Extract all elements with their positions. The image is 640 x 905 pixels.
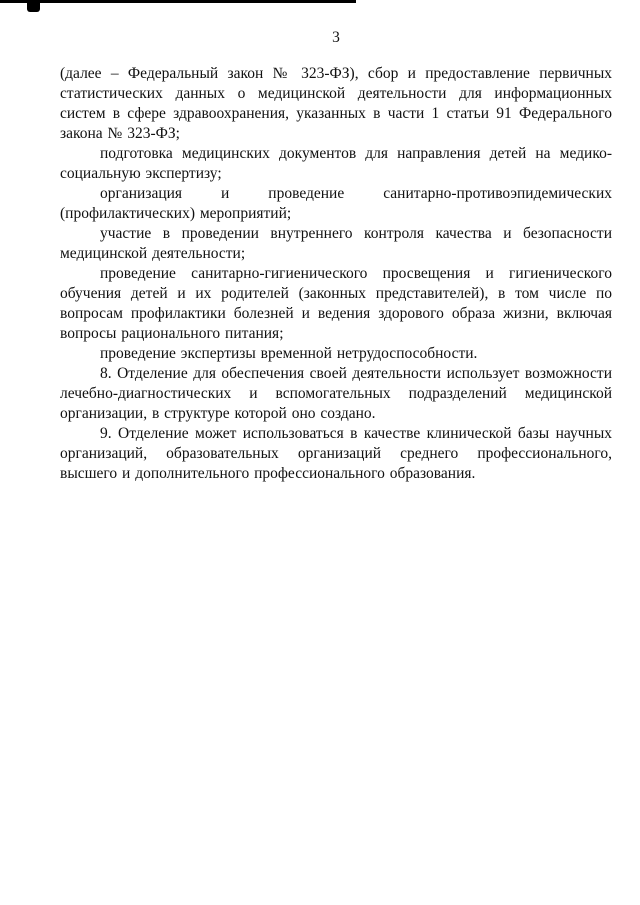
paragraph-hygienic-education: проведение санитарно-гигиенического просвещения и гигиенического обучения детей и их родителей (законных представителей), в том числе по вопросам профилактики болезней и ведения здорового образа жизни, включая вопросы рационального питания; (60, 265, 612, 342)
scan-artifact-line (0, 0, 356, 3)
document-body (60, 64, 612, 484)
paragraph-item-8: 8. Отделение для обеспечения своей деятельности использует возможности лечебно-диагностических и вспомогательных подразделений медицинской организации, в структуре которой оно создано. (60, 365, 612, 422)
paragraph-internal-quality-control: участие в проведении внутреннего контроля качества и безопасности медицинской деятельности; (60, 225, 612, 262)
paragraph-medical-documents: подготовка медицинских документов для направления детей на медико-социальную экспертизу; (60, 145, 612, 182)
page-content (60, 28, 612, 484)
paragraph-temporary-disability-expertise: проведение экспертизы временной нетрудоспособности. (100, 345, 478, 362)
scan-artifact-mark (27, 2, 40, 12)
paragraph-continuation-law-323: (далее – Федеральный закон № 323-ФЗ), сбор и предоставление первичных статистических данных о медицинской деятельности для информационных систем в сфере здравоохранения, указанных в части 1 статьи 91 Федерального закона № 323-ФЗ; (60, 65, 612, 142)
paragraph-item-9: 9. Отделение может использоваться в качестве клинической базы научных организаций, образовательных организаций среднего профессионального, высшего и дополнительного профессионального образования. (60, 425, 612, 482)
paragraph-sanitary-measures: организация и проведение санитарно-противоэпидемических (профилактических) мероприятий; (60, 185, 612, 222)
page-number: 3 (332, 29, 340, 46)
